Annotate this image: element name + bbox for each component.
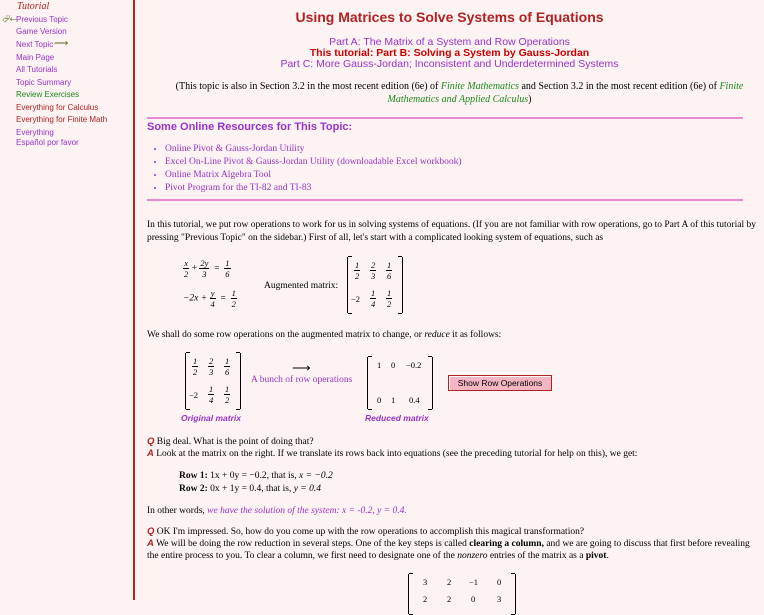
augmented-label: Augmented matrix: [264,281,339,291]
sidebar-item-everything-calculus[interactable]: Everything for Calculus [16,103,99,112]
list-item [165,182,462,195]
sidebar-item-everything[interactable]: Everything [16,128,54,137]
sidebar-item-everything-finite[interactable]: Everything for Finite Math [16,115,108,124]
resources-list [149,143,462,195]
resources-heading: Some Online Resources for This Topic: [147,121,353,133]
qa-1: Q Big deal. What is the point of doing that? A Look at the matrix on the right. If we translate its rows back into equations (see the preceding tutorial for help on this), we get: [147,436,638,459]
resource-link[interactable]: Pivot Program for the TI-82 and TI-83 [165,183,312,193]
equation-2: −2x + $\frac{y}{4}$ = $\frac{1}{2}$ [183,288,236,309]
original-matrix: $\frac{1}{2}$ $\frac{2}{3}$ $\frac{1}{6}$ −2 $\frac{1}{4}$ $\frac{1}{2}$ [185,353,241,409]
list-item [165,143,462,156]
list-item [165,169,462,182]
reduce-text: We shall do some row operations on the augmented matrix to change, or reduce it as follows: [147,330,502,340]
reduced-matrix: 1 0 −0.2 0 1 0.4 [367,357,433,409]
page-title: Using Matrices to Solve Systems of Equations [295,9,604,25]
intro-text: In this tutorial, we put row operations to work for us in solving systems of equations. (If you are not familiar with row operations, go to Part A of this tutorial by pressing "Previous Topic" on the sidebar.) First of all, let's start with a complicated looking system of equations, such as [147,220,756,243]
list-item [165,156,462,169]
finite-math-link[interactable]: Finite Mathematics [440,81,519,92]
divider [147,199,743,201]
reduced-matrix-caption: Reduced matrix [365,413,429,423]
solution-text: In other words, we have the solution of the system: x = -0.2, y = 0.4. [147,506,407,516]
divider [147,117,743,119]
part-c-link[interactable]: Part C: More Gauss-Jordan; Inconsistent and Underdetermined Systems [280,58,619,70]
original-matrix-caption: Original matrix [181,413,241,423]
right-arrow-icon: ⟶ [292,360,311,375]
qa-2: Q OK I'm impressed. So, how do you come up with the row operations to accomplish this magical transformation? A We will be doing the row reduction in several steps. One of the key steps is called clearing a column, and we are going to discuss that first before revealing the entire process to you. To clear a column, we first need to designate one of the nonzero entries of the matrix as a pivot. [147,526,750,561]
next-arrow-icon: ⟶ [54,38,69,49]
sidebar-title: Tutorial [17,1,50,12]
equation-1: $\frac{x}{2}$ + $\frac{2y}{3}$ = $\frac{1}{6}$ [184,258,230,279]
resource-link[interactable]: Online Matrix Algebra Tool [165,170,272,180]
sidebar-item-previous-topic[interactable]: Previous Topic [16,15,68,24]
sidebar-item-espanol[interactable]: Español por favor [16,138,79,147]
pivot-example-matrix: 3 2 −1 0 2 2 0 3 [408,574,516,614]
sidebar-item-main-page[interactable]: Main Page [16,53,55,62]
main-content [135,0,764,604]
sidebar-item-review-exercises[interactable]: Review Exercises [16,90,80,99]
sidebar-item-next-topic[interactable]: Next Topic [16,40,54,49]
part-a-link[interactable]: Part A: The Matrix of a System and Row Operations [329,36,570,48]
finite-applied-calc-link[interactable]: Finite Mathematics and Applied Calculus [387,81,744,105]
edition-note: (This topic is also in Section 3.2 in the most recent edition (6e) of Finite Mathematics and Section 3.2 in the most recent edition (6e) of Finite Mathematics and Applied Calculus) [175,81,744,105]
row-operations-label: A bunch of row operations [251,375,353,385]
sidebar-item-topic-summary[interactable]: Topic Summary [16,78,72,87]
previous-arrow-icon: ⮰⟵ [2,14,20,25]
augmented-matrix: $\frac{1}{2}$ $\frac{2}{3}$ $\frac{1}{6}$ −2 $\frac{1}{4}$ $\frac{1}{2}$ [347,257,403,313]
sidebar-item-game-version[interactable]: Game Version [16,27,67,36]
resource-link[interactable]: Excel On-Line Pivot & Gauss-Jordan Utility (downloadable Excel workbook) [165,157,462,167]
sidebar-item-all-tutorials[interactable]: All Tutorials [16,65,58,74]
part-b-current: This tutorial: Part B: Solving a System by Gauss-Jordan [309,47,590,59]
sidebar [0,0,135,600]
resource-link[interactable]: Online Pivot & Gauss-Jordan Utility [165,144,305,154]
show-row-operations-button[interactable]: Show Row Operations [448,375,552,391]
row-equations: Row 1: 1x + 0y = −0.2, that is, x = −0.2 Row 2: 0x + 1y = 0.4, that is, y = 0.4 [179,471,333,494]
